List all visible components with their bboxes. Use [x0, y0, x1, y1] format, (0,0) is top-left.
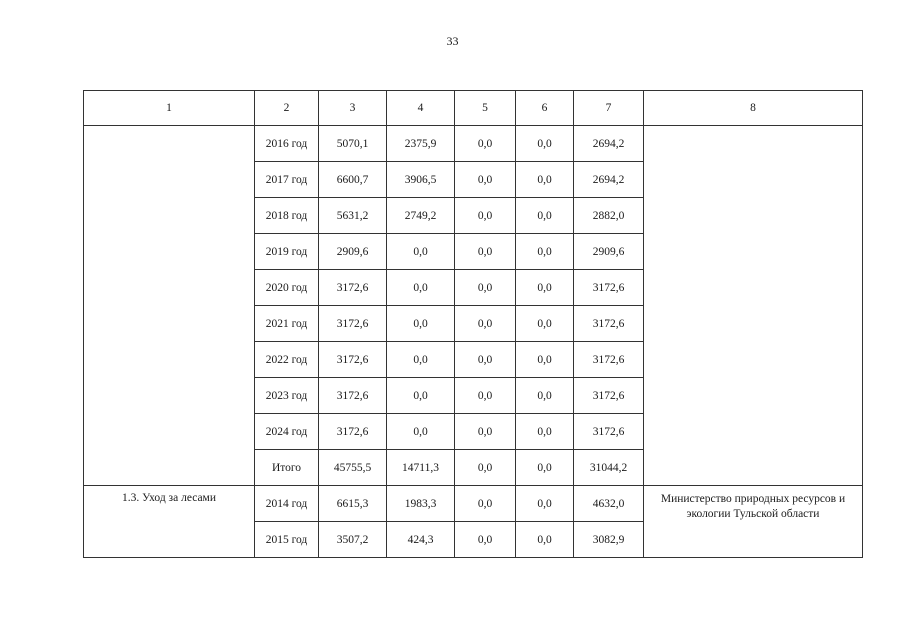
value-cell: 3172,6	[319, 342, 387, 378]
value-cell: 0,0	[455, 486, 516, 522]
year-cell: 2021 год	[255, 306, 319, 342]
header-cell: 5	[455, 91, 516, 126]
header-cell: 1	[84, 91, 255, 126]
value-cell: 0,0	[387, 378, 455, 414]
value-cell: 2694,2	[574, 162, 644, 198]
value-cell: 0,0	[516, 126, 574, 162]
year-cell: Итого	[255, 450, 319, 486]
value-cell: 3172,6	[574, 270, 644, 306]
value-cell: 5631,2	[319, 198, 387, 234]
value-cell: 0,0	[455, 450, 516, 486]
value-cell: 0,0	[455, 342, 516, 378]
year-cell: 2015 год	[255, 522, 319, 558]
value-cell: 14711,3	[387, 450, 455, 486]
value-cell: 1983,3	[387, 486, 455, 522]
value-cell: 0,0	[387, 306, 455, 342]
year-cell: 2014 год	[255, 486, 319, 522]
value-cell: 0,0	[455, 126, 516, 162]
budget-table	[83, 90, 863, 558]
value-cell: 2694,2	[574, 126, 644, 162]
value-cell: 2909,6	[574, 234, 644, 270]
value-cell: 6615,3	[319, 486, 387, 522]
value-cell: 0,0	[455, 522, 516, 558]
value-cell: 0,0	[516, 378, 574, 414]
value-cell: 0,0	[387, 234, 455, 270]
value-cell: 3507,2	[319, 522, 387, 558]
value-cell: 2909,6	[319, 234, 387, 270]
value-cell: 3172,6	[319, 414, 387, 450]
value-cell: 0,0	[516, 234, 574, 270]
value-cell: 0,0	[516, 198, 574, 234]
value-cell: 0,0	[455, 270, 516, 306]
value-cell: 424,3	[387, 522, 455, 558]
value-cell: 0,0	[387, 342, 455, 378]
value-cell: 0,0	[516, 162, 574, 198]
value-cell: 3082,9	[574, 522, 644, 558]
header-cell: 7	[574, 91, 644, 126]
value-cell: 3906,5	[387, 162, 455, 198]
value-cell: 6600,7	[319, 162, 387, 198]
value-cell: 0,0	[455, 162, 516, 198]
program-name-cell: 1.3. Уход за лесами	[84, 486, 255, 558]
value-cell: 0,0	[455, 414, 516, 450]
value-cell: 0,0	[516, 306, 574, 342]
value-cell: 4632,0	[574, 486, 644, 522]
table-row	[84, 486, 863, 522]
value-cell: 3172,6	[319, 306, 387, 342]
value-cell: 3172,6	[574, 378, 644, 414]
value-cell: 0,0	[455, 378, 516, 414]
value-cell: 45755,5	[319, 450, 387, 486]
value-cell: 3172,6	[574, 306, 644, 342]
value-cell: 2749,2	[387, 198, 455, 234]
value-cell: 2375,9	[387, 126, 455, 162]
header-cell: 4	[387, 91, 455, 126]
value-cell: 0,0	[516, 342, 574, 378]
year-cell: 2019 год	[255, 234, 319, 270]
value-cell: 0,0	[455, 306, 516, 342]
year-cell: 2020 год	[255, 270, 319, 306]
header-cell: 6	[516, 91, 574, 126]
table-row	[84, 126, 863, 162]
value-cell: 0,0	[516, 414, 574, 450]
value-cell: 0,0	[516, 450, 574, 486]
value-cell: 2882,0	[574, 198, 644, 234]
organization-cell-empty	[644, 126, 863, 486]
header-cell: 3	[319, 91, 387, 126]
value-cell: 0,0	[387, 414, 455, 450]
header-cell: 8	[644, 91, 863, 126]
program-name-cell-empty	[84, 126, 255, 486]
year-cell: 2022 год	[255, 342, 319, 378]
value-cell: 0,0	[387, 270, 455, 306]
value-cell: 3172,6	[319, 378, 387, 414]
organization-cell: Министерство природных ресурсов и экологии Тульской области	[644, 486, 863, 558]
value-cell: 0,0	[455, 234, 516, 270]
year-cell: 2023 год	[255, 378, 319, 414]
value-cell: 0,0	[516, 486, 574, 522]
year-cell: 2017 год	[255, 162, 319, 198]
value-cell: 0,0	[455, 198, 516, 234]
year-cell: 2016 год	[255, 126, 319, 162]
value-cell: 3172,6	[574, 414, 644, 450]
value-cell: 0,0	[516, 522, 574, 558]
year-cell: 2024 год	[255, 414, 319, 450]
page-number: 33	[446, 34, 459, 48]
header-cell: 2	[255, 91, 319, 126]
value-cell: 3172,6	[319, 270, 387, 306]
table-header-row	[84, 91, 863, 126]
value-cell: 31044,2	[574, 450, 644, 486]
value-cell: 3172,6	[574, 342, 644, 378]
value-cell: 5070,1	[319, 126, 387, 162]
year-cell: 2018 год	[255, 198, 319, 234]
value-cell: 0,0	[516, 270, 574, 306]
